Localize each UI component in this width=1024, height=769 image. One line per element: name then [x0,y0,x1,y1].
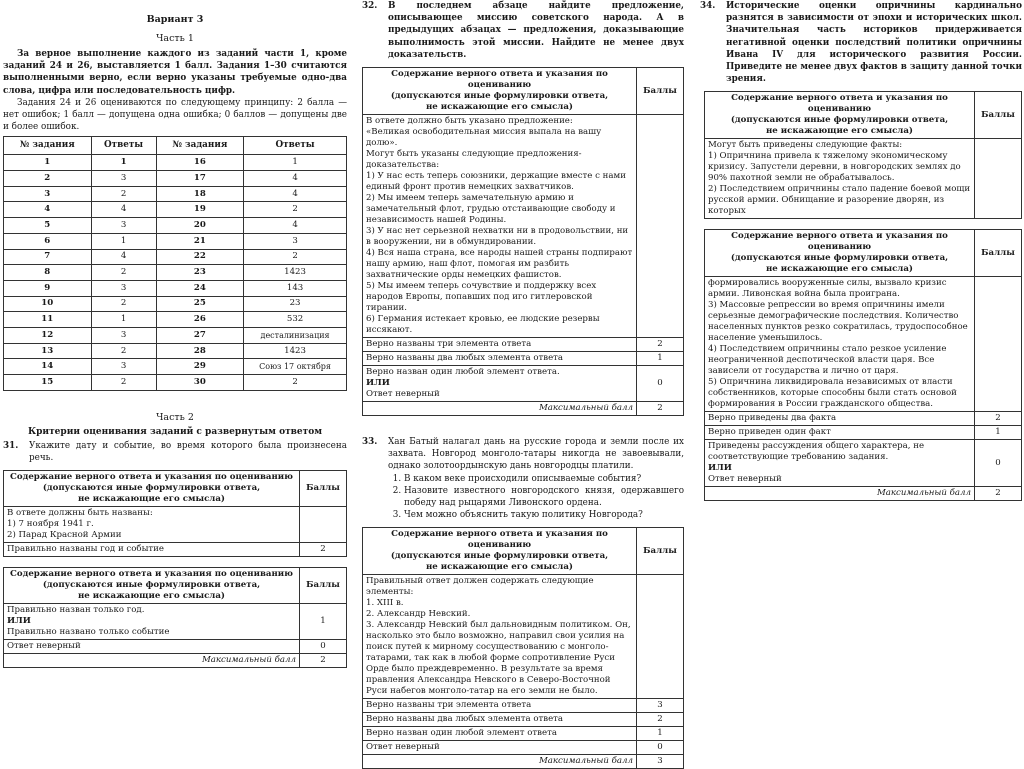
task-number: 7 [4,249,92,265]
criterion-line: Верно назван один любой элемент ответа. [366,367,560,378]
criteria-table-31a [3,470,347,557]
answer-content [363,115,637,338]
points-header: Баллы [637,68,684,115]
answer: 532 [244,312,347,328]
task-number: 16 [156,155,244,171]
max-score-value: 2 [300,654,347,668]
criteria-header-content [363,68,637,115]
empty-points-cell [975,277,1022,412]
answer: 2 [244,375,347,391]
criteria-header [705,92,1022,139]
answer: 3 [91,327,156,343]
criterion-text: Правильно названы год и событие [4,543,300,557]
column-1 [3,0,347,668]
answer: 4 [244,218,347,234]
header-line: (допускаются иные формулировки ответа, [390,551,609,562]
criterion-points: 1 [637,352,684,366]
criteria-content-row [4,507,347,543]
criterion-text: Верно назван один любой элемент ответа [363,727,637,741]
criterion-line: ИЛИ [708,463,732,474]
criterion-points: 3 [637,699,684,713]
criterion-text [363,366,637,402]
task-number: 18 [156,186,244,202]
criterion-text: Верно названы три элемента ответа [363,699,637,713]
criteria-content-row [705,277,1022,412]
empty-points-cell [637,115,684,338]
criterion-points: 0 [300,640,347,654]
criteria-row [4,640,347,654]
content-line: В ответе должно быть указано предложение: [366,116,573,127]
content-line: Могут быть указаны следующие предложения-доказательства: [366,149,582,171]
criterion-line: Ответ неверный [366,389,440,400]
criterion-line: Ответ неверный [708,474,782,485]
header-line: (допускаются иные формулировки ответа, [730,253,949,264]
answer: 3 [91,280,156,296]
header-line: не искажающие его смысла) [425,562,574,573]
criteria-row [705,440,1022,487]
answer-content [4,507,300,543]
answer: 2 [91,296,156,312]
criteria-content-row [363,115,684,338]
task-34 [700,0,1022,85]
points-header: Баллы [300,568,347,604]
criteria-header [4,568,347,604]
content-line: 3. Александр Невский был дальновидным политиком. Он, насколько это было возможно, направил свои усилия на поиск путей к мирному сосуществованию с монголо-татарами, так как в любой форме сопротивление Руси Орде было преждевременно. В результате за время правления Александра Невского в Северо-Восточной Руси набегов монголо-татар на его земли не было. [366,620,631,697]
content-line: 5) Мы имеем теперь сочувствие и поддержку всех народов Европы, попавших под иго гитлеровской тирании. [366,281,597,314]
criteria-row [363,699,684,713]
answer: 2 [91,186,156,202]
max-score-label: Максимальный балл [705,487,975,501]
criterion-text [705,440,975,487]
max-score-label: Максимальный балл [4,654,300,668]
table-row [4,249,347,265]
task-number: 24 [156,280,244,296]
content-line: 6) Германия истекает кровью, ее людские резервы иссякают. [366,314,600,336]
answer: 2 [244,249,347,265]
answer-content [705,277,975,412]
task-text: Хан Батый налагал дань на русские города и земли после их захвата. Новгород монголо-татары никогда не завоевывали, однако золотоордынскую дань новгородцы платили. [388,437,684,472]
task-number: 13 [4,343,92,359]
column-3 [700,0,1022,501]
answer: 4 [91,249,156,265]
answer: 2 [91,343,156,359]
content-line: 5) Опричнина ликвидировала независимых от власти собственников, которые способны были стать основой формирования в России гражданского общества. [708,377,957,410]
content-line: 2) Мы имеем теперь замечательную армию и замечательный флот, грудью отстаивающие свободу и независимость нашей Родины. [366,193,616,226]
max-score-label: Максимальный балл [363,402,637,416]
criteria-header [363,528,684,575]
header-line: не искажающие его смысла) [425,102,574,113]
max-score-value: 2 [975,487,1022,501]
task-number: 30 [156,375,244,391]
task-number: 3 [4,186,92,202]
criterion-text: Верно названы два любых элемента ответа [363,352,637,366]
criteria-header-content [705,92,975,139]
task-33 [362,436,684,521]
points-header: Баллы [300,471,347,507]
header-line: не искажающие его смысла) [765,264,914,275]
max-score-row [363,402,684,416]
criterion-points: 1 [300,604,347,640]
content-line: В ответе должны быть названы: [7,508,153,519]
criteria-header-content [4,568,300,604]
criterion-points: 0 [975,440,1022,487]
criterion-points: 2 [975,412,1022,426]
criteria-header [4,471,347,507]
criteria-row [705,412,1022,426]
criterion-points: 1 [975,426,1022,440]
max-score-row [705,487,1022,501]
criteria-row [705,426,1022,440]
criterion-points: 1 [637,727,684,741]
task-number: 10 [4,296,92,312]
criterion-points: 0 [637,366,684,402]
variant-title: Вариант 3 [146,14,204,25]
content-line: 1) Опричнина привела к тяжелому экономическому кризису. Запустели деревни, в новгородских землях до 90% пахотной земли не обрабатывалось. [708,151,961,184]
intro-paragraph-2: Задания 24 и 26 оцениваются по следующему принципу: 2 балла — нет ошибок; 1 балл — допущена одна ошибка; 0 баллов — допущены две и более ошибок. [3,97,347,133]
answer: 2 [244,202,347,218]
criterion-points: 2 [637,713,684,727]
empty-points-cell [300,507,347,543]
content-line: 2. Александр Невский. [366,609,471,620]
table-row [4,233,347,249]
answer: 3 [91,218,156,234]
content-line: 1) 7 ноября 1941 г. [7,519,94,530]
task-number: 19 [156,202,244,218]
task-number: 8 [4,265,92,281]
criteria-row [363,713,684,727]
max-score-value: 3 [637,755,684,769]
task-number: 5 [4,218,92,234]
task-32 [362,0,684,61]
table-row [4,327,347,343]
task-number: 4 [4,202,92,218]
criterion-line: Приведены рассуждения общего характера, не соответствующие требованию задания. [708,441,925,463]
task-number: 31. [3,440,19,451]
criteria-content-row [363,575,684,699]
answers-table-header [4,137,347,155]
answer-content [705,139,975,219]
task-number: 22 [156,249,244,265]
content-line: «Великая освободительная миссия выпала на вашу долю». [366,127,602,149]
task-number: 34. [700,1,716,11]
header-line: не искажающие его смысла) [77,591,226,602]
criterion-line: Правильно названо только событие [7,627,170,638]
answer: 1423 [244,265,347,281]
criteria-row [363,741,684,755]
table-row [4,359,347,375]
content-line: 1. XIII в. [366,598,404,609]
table-row [4,312,347,328]
table-row [4,343,347,359]
task-number: 14 [4,359,92,375]
criteria-row [363,366,684,402]
table-row [4,218,347,234]
criteria-table-31b [3,567,347,668]
answer: 3 [244,233,347,249]
criteria-content-row [705,139,1022,219]
table-row [4,280,347,296]
max-score-row [4,654,347,668]
criterion-text: Ответ неверный [4,640,300,654]
criterion-text: Верно названы три элемента ответа [363,338,637,352]
answer: 1423 [244,343,347,359]
table-row [4,265,347,281]
task-number: 29 [156,359,244,375]
answer: 3 [91,359,156,375]
answer: 1 [91,312,156,328]
header-line: Содержание верного ответа и указания по оцениванию [10,472,293,483]
content-line: 2) Парад Красной Армии [7,530,122,541]
header-line: Содержание верного ответа и указания по оцениванию [391,529,608,551]
criteria-row [363,338,684,352]
content-line: 3) Массовые репрессии во время опричнины имели серьезные демографические последствия. Количество населенных пунктов резко сократилась, трудоспособное население уменьшилось. [708,300,968,344]
answer: 1 [91,155,156,171]
header-line: (допускаются иные формулировки ответа, [730,115,949,126]
part2-subtitle: Критерии оценивания заданий с развернутым ответом [27,426,323,437]
criterion-text: Верно приведен один факт [705,426,975,440]
task-number: 21 [156,233,244,249]
answer: 2 [91,265,156,281]
content-line: 3) У нас нет серьезной нехватки ни в продовольствии, ни в вооружении, ни в обмундировании. [366,226,629,248]
task-text: Укажите дату и событие, во время которого была произнесена речь. [29,440,347,463]
table-row [4,202,347,218]
part2-title: Часть 2 [156,411,194,423]
criteria-row [363,727,684,741]
content-line: 2) Последствием опричнины стало падение боевой мощи русской армии. Обнищание и разорение дворян, из которых [708,184,971,217]
content-line: 4) Вся наша страна, все народы нашей страны подпирают нашу армию, наш флот, помогая им разбить захватнические орды немецких фашистов. [366,248,633,281]
empty-points-cell [637,575,684,699]
header-answers-1: Ответы [91,137,156,155]
task-number: 28 [156,343,244,359]
criteria-header [705,230,1022,277]
criteria-header [363,68,684,115]
answers-table [3,136,347,390]
criterion-line: ИЛИ [7,616,31,627]
criteria-header-content [363,528,637,575]
criteria-table-33 [362,527,684,769]
table-row [4,155,347,171]
header-line: не искажающие его смысла) [77,494,226,505]
task-text: В последнем абзаце найдите предложение, описывающее миссию советского народа. А в предыдущих абзацах — предложения, доказывающие выполнимость этой миссии. Найдите не менее двух доказательств. [388,1,684,60]
task-questions [388,473,684,522]
task-number: 6 [4,233,92,249]
question: 2. Назовите известного новгородского князя, одержавшего победу над рыцарями Ливонского ордена. [404,485,684,509]
task-text: Исторические оценки опричнины кардинально разнятся в зависимости от эпохи и исторических школ. Значительная часть историков придерживается негативной оценки последствий политики опричнины Ивана IV для исторического развития России. Приведите не менее двух фактов в защиту данной точки зрения. [726,1,1022,85]
task-number: 2 [4,171,92,187]
answer: 3 [91,171,156,187]
max-score-value: 2 [637,402,684,416]
max-score-label: Максимальный балл [363,755,637,769]
header-line: (допускаются иные формулировки ответа, [42,483,261,494]
criterion-text: Верно названы два любых элемента ответа [363,713,637,727]
criterion-points: 0 [637,741,684,755]
table-row [4,186,347,202]
criteria-row [4,543,347,557]
answer: 2 [91,375,156,391]
criteria-table-34a [704,91,1022,219]
criterion-line: ИЛИ [366,378,390,389]
table-row [4,171,347,187]
header-answers-2: Ответы [244,137,347,155]
task-number: 20 [156,218,244,234]
content-line: Могут быть приведены следующие факты: [708,140,903,151]
column-2 [362,0,684,769]
header-line: Содержание верного ответа и указания по оцениванию [10,569,293,580]
header-line: (допускаются иные формулировки ответа, [42,580,261,591]
answer: 143 [244,280,347,296]
answer: 1 [244,155,347,171]
empty-points-cell [975,139,1022,219]
header-line: не искажающие его смысла) [765,126,914,137]
task-number: 11 [4,312,92,328]
task-number: 23 [156,265,244,281]
task-number: 26 [156,312,244,328]
answer: 1 [91,233,156,249]
criteria-table-34b [704,229,1022,501]
intro-paragraph-1: За верное выполнение каждого из заданий части 1, кроме заданий 24 и 26, выставляется 1 балл. Задания 1–30 считаются выполненными верно, если верно указаны требуемые одно-два слова, цифра или последовательность цифр. [3,49,347,96]
answer: 4 [91,202,156,218]
question: 3. Чем можно объяснить такую политику Новгорода? [404,509,684,521]
criteria-header-content [4,471,300,507]
points-header: Баллы [975,92,1022,139]
task-number: 12 [4,327,92,343]
task-number: 15 [4,375,92,391]
question: 1. В каком веке происходили описываемые события? [404,473,684,485]
header-line: (допускаются иные формулировки ответа, [390,91,609,102]
table-row [4,375,347,391]
content-line: формировались вооруженные силы, вызвало кризис армии. Ливонская война была проиграна. [708,278,947,300]
task-number: 32. [362,1,378,11]
task-number: 33. [362,437,378,448]
criteria-table-32 [362,67,684,416]
task-31 [3,440,347,464]
task-number: 9 [4,280,92,296]
answer: 4 [244,186,347,202]
criterion-points: 2 [637,338,684,352]
table-row [4,296,347,312]
criterion-text: Ответ неверный [363,741,637,755]
answer: Союз 17 октября [244,359,347,375]
criterion-text: Верно приведены два факта [705,412,975,426]
criterion-points: 2 [300,543,347,557]
criterion-line: Правильно назван только год. [7,605,145,616]
answer-content [363,575,637,699]
content-line: Правильный ответ должен содержать следующие элементы: [366,576,594,598]
task-number: 17 [156,171,244,187]
task-number: 27 [156,327,244,343]
criterion-text [4,604,300,640]
header-task-number-1: № задания [4,137,92,155]
header-task-number-2: № задания [156,137,244,155]
criteria-header-content [705,230,975,277]
points-header: Баллы [637,528,684,575]
criteria-row [363,352,684,366]
task-number: 1 [4,155,92,171]
header-line: Содержание верного ответа и указания по оцениванию [731,231,948,253]
task-number: 25 [156,296,244,312]
part1-title: Часть 1 [156,33,194,44]
content-line: 4) Последствием опричнины стало резкое усиление неограниченной деспотической власти царя. Все зависели от государства и лично от царя. [708,344,947,377]
answer: десталинизация [244,327,347,343]
header-line: Содержание верного ответа и указания по оцениванию [731,93,948,115]
points-header: Баллы [975,230,1022,277]
content-line: 1) У нас есть теперь союзники, держащие вместе с нами единый фронт против немецких захватчиков. [366,171,626,193]
header-line: Содержание верного ответа и указания по оцениванию [391,69,608,91]
criteria-row [4,604,347,640]
answer: 23 [244,296,347,312]
answer: 4 [244,171,347,187]
